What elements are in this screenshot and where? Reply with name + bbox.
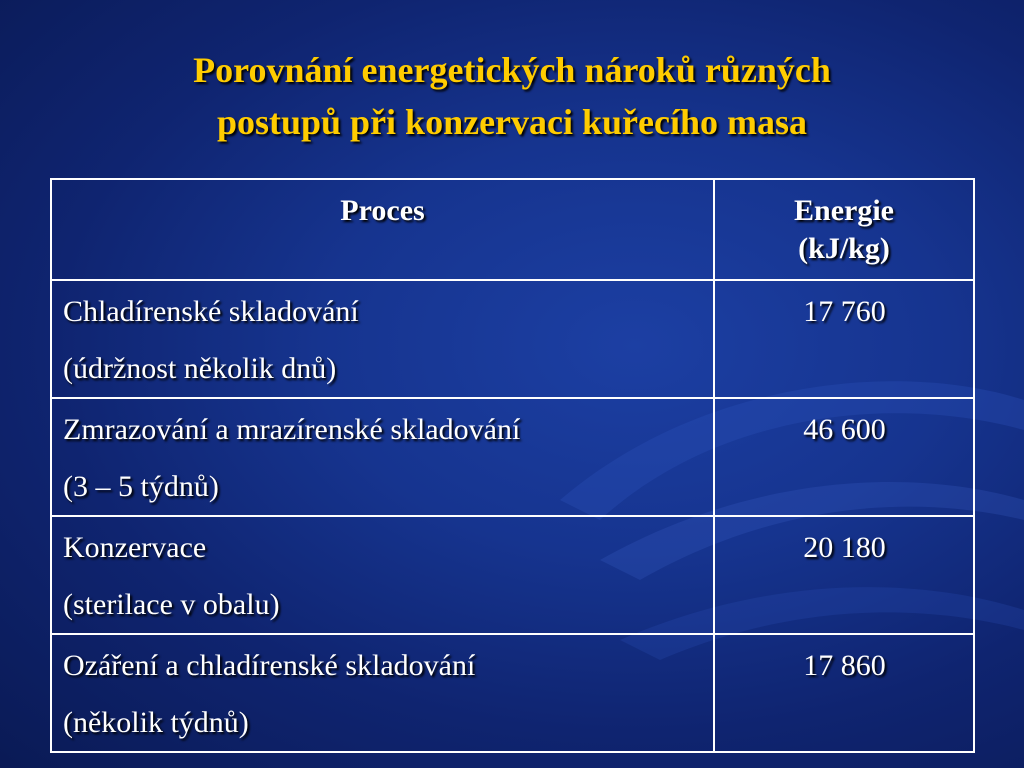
energy-cell <box>714 634 974 752</box>
process-note: (několik týdnů) <box>63 706 249 739</box>
process-cell <box>51 280 714 398</box>
table-row <box>51 280 974 398</box>
table-row <box>51 398 974 516</box>
energy-cell <box>714 280 974 398</box>
energy-cell <box>714 398 974 516</box>
energy-value: 46 600 <box>803 413 886 446</box>
header-energy-line-1: Energie <box>794 194 894 227</box>
header-process: Proces <box>51 179 714 280</box>
process-name: Chladírenské skladování <box>63 295 359 328</box>
title-line-1: Porovnání energetických nároků různých <box>193 50 831 90</box>
table-row <box>51 634 974 752</box>
title-line-2: postupů při konzervaci kuřecího masa <box>216 102 808 142</box>
process-note: (3 – 5 týdnů) <box>63 470 219 503</box>
energy-value: 17 860 <box>803 649 886 682</box>
process-name: Konzervace <box>63 531 207 564</box>
header-energy <box>714 179 974 280</box>
table-row <box>51 516 974 634</box>
slide-title <box>40 44 984 148</box>
process-name: Zmrazování a mrazírenské skladování <box>63 413 521 446</box>
process-note: (údržnost několik dnů) <box>63 352 337 385</box>
energy-value: 17 760 <box>803 295 886 328</box>
energy-table <box>50 178 975 753</box>
energy-value: 20 180 <box>803 531 886 564</box>
process-cell <box>51 398 714 516</box>
process-cell <box>51 634 714 752</box>
process-note: (sterilace v obalu) <box>63 588 280 621</box>
header-energy-line-2: (kJ/kg) <box>798 232 890 265</box>
process-cell <box>51 516 714 634</box>
process-name: Ozáření a chladírenské skladování <box>63 649 476 682</box>
energy-cell <box>714 516 974 634</box>
table-header-row <box>51 179 974 280</box>
